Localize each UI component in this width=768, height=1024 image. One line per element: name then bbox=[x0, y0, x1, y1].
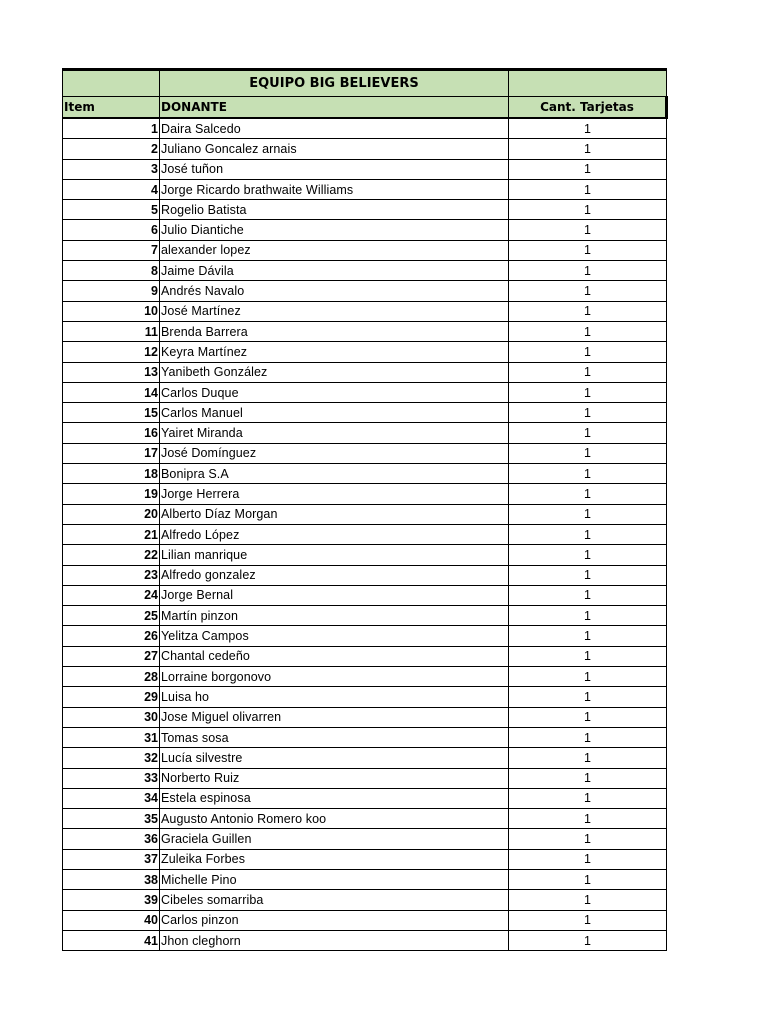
card-quantity-cell[interactable]: 1 bbox=[509, 281, 667, 301]
table-row bbox=[63, 139, 667, 159]
card-quantity-cell[interactable]: 1 bbox=[509, 809, 667, 829]
donor-name-cell[interactable]: Estela espinosa bbox=[160, 788, 509, 808]
item-number-cell[interactable]: 38 bbox=[63, 869, 160, 889]
donor-name-cell[interactable]: Keyra Martínez bbox=[160, 342, 509, 362]
donor-name-cell[interactable]: Graciela Guillen bbox=[160, 829, 509, 849]
card-quantity-cell[interactable]: 1 bbox=[509, 159, 667, 179]
table-row bbox=[63, 545, 667, 565]
card-quantity-cell[interactable]: 1 bbox=[509, 707, 667, 727]
donor-name-cell[interactable]: alexander lopez bbox=[160, 240, 509, 260]
donor-name-cell[interactable]: Jaime Dávila bbox=[160, 261, 509, 281]
donor-name-cell[interactable]: Yelitza Campos bbox=[160, 626, 509, 646]
donor-name-cell[interactable]: Zuleika Forbes bbox=[160, 849, 509, 869]
card-quantity-cell[interactable]: 1 bbox=[509, 667, 667, 687]
donor-name-cell[interactable]: Alberto Díaz Morgan bbox=[160, 504, 509, 524]
card-quantity-cell[interactable]: 1 bbox=[509, 443, 667, 463]
title-row bbox=[63, 70, 667, 97]
table-row bbox=[63, 159, 667, 179]
table-row bbox=[63, 727, 667, 747]
card-quantity-cell[interactable]: 1 bbox=[509, 220, 667, 240]
card-quantity-cell[interactable]: 1 bbox=[509, 545, 667, 565]
title-cell-empty-right[interactable] bbox=[509, 70, 667, 97]
donor-name-cell[interactable]: José Martínez bbox=[160, 301, 509, 321]
item-number-cell[interactable]: 5 bbox=[63, 200, 160, 220]
donor-name-cell[interactable]: Chantal cedeño bbox=[160, 646, 509, 666]
item-number-cell[interactable]: 2 bbox=[63, 139, 160, 159]
item-number-cell[interactable]: 7 bbox=[63, 240, 160, 260]
item-number-cell[interactable]: 9 bbox=[63, 281, 160, 301]
card-quantity-cell[interactable]: 1 bbox=[509, 118, 667, 139]
donor-name-cell[interactable]: Bonipra S.A bbox=[160, 464, 509, 484]
card-quantity-cell[interactable]: 1 bbox=[509, 200, 667, 220]
card-quantity-cell[interactable]: 1 bbox=[509, 139, 667, 159]
card-quantity-cell[interactable]: 1 bbox=[509, 768, 667, 788]
item-number-cell[interactable]: 23 bbox=[63, 565, 160, 585]
donor-name-cell[interactable]: Yanibeth González bbox=[160, 362, 509, 382]
table-row bbox=[63, 849, 667, 869]
card-quantity-cell[interactable]: 1 bbox=[509, 829, 667, 849]
donor-table bbox=[62, 68, 668, 951]
card-quantity-cell[interactable]: 1 bbox=[509, 890, 667, 910]
card-quantity-cell[interactable]: 1 bbox=[509, 464, 667, 484]
table-row bbox=[63, 869, 667, 889]
table-row bbox=[63, 524, 667, 544]
table-row bbox=[63, 809, 667, 829]
table-row bbox=[63, 342, 667, 362]
donor-name-cell[interactable]: Yairet Miranda bbox=[160, 423, 509, 443]
table-row bbox=[63, 281, 667, 301]
item-number-cell[interactable]: 11 bbox=[63, 321, 160, 341]
donor-name-cell[interactable]: Jose Miguel olivarren bbox=[160, 707, 509, 727]
table-row bbox=[63, 382, 667, 402]
table-row bbox=[63, 910, 667, 930]
table-row bbox=[63, 423, 667, 443]
card-quantity-cell[interactable]: 1 bbox=[509, 240, 667, 260]
item-number-cell[interactable]: 1 bbox=[63, 118, 160, 139]
item-number-cell[interactable]: 10 bbox=[63, 301, 160, 321]
card-quantity-cell[interactable]: 1 bbox=[509, 849, 667, 869]
item-number-cell[interactable]: 12 bbox=[63, 342, 160, 362]
card-quantity-cell[interactable]: 1 bbox=[509, 788, 667, 808]
item-number-cell[interactable]: 35 bbox=[63, 809, 160, 829]
donor-name-cell[interactable]: Cibeles somarriba bbox=[160, 890, 509, 910]
table-row bbox=[63, 606, 667, 626]
card-quantity-cell[interactable]: 1 bbox=[509, 930, 667, 950]
header-item[interactable]: Item bbox=[63, 97, 160, 119]
item-number-cell[interactable]: 27 bbox=[63, 646, 160, 666]
card-quantity-cell[interactable]: 1 bbox=[509, 342, 667, 362]
item-number-cell[interactable]: 40 bbox=[63, 910, 160, 930]
card-quantity-cell[interactable]: 1 bbox=[509, 869, 667, 889]
table-row bbox=[63, 200, 667, 220]
table-row bbox=[63, 504, 667, 524]
table-row bbox=[63, 707, 667, 727]
item-number-cell[interactable]: 8 bbox=[63, 261, 160, 281]
donor-name-cell[interactable]: Jorge Ricardo brathwaite Williams bbox=[160, 179, 509, 199]
table-row bbox=[63, 829, 667, 849]
card-quantity-cell[interactable]: 1 bbox=[509, 524, 667, 544]
item-number-cell[interactable]: 39 bbox=[63, 890, 160, 910]
donor-name-cell[interactable]: José Domínguez bbox=[160, 443, 509, 463]
table-row bbox=[63, 788, 667, 808]
donor-name-cell[interactable]: Lucía silvestre bbox=[160, 748, 509, 768]
donor-name-cell[interactable]: Carlos pinzon bbox=[160, 910, 509, 930]
donor-name-cell[interactable]: José tuñon bbox=[160, 159, 509, 179]
donor-name-cell[interactable]: Alfredo gonzalez bbox=[160, 565, 509, 585]
table-row bbox=[63, 240, 667, 260]
card-quantity-cell[interactable]: 1 bbox=[509, 585, 667, 605]
table-row bbox=[63, 362, 667, 382]
item-number-cell[interactable]: 15 bbox=[63, 403, 160, 423]
item-number-cell[interactable]: 24 bbox=[63, 585, 160, 605]
card-quantity-cell[interactable]: 1 bbox=[509, 687, 667, 707]
item-number-cell[interactable]: 3 bbox=[63, 159, 160, 179]
header-row bbox=[63, 97, 667, 119]
table-row bbox=[63, 261, 667, 281]
donor-name-cell[interactable]: Tomas sosa bbox=[160, 727, 509, 747]
donor-name-cell[interactable]: Lorraine borgonovo bbox=[160, 667, 509, 687]
card-quantity-cell[interactable]: 1 bbox=[509, 484, 667, 504]
item-number-cell[interactable]: 33 bbox=[63, 768, 160, 788]
item-number-cell[interactable]: 19 bbox=[63, 484, 160, 504]
table-row bbox=[63, 687, 667, 707]
donor-name-cell[interactable]: Lilian manrique bbox=[160, 545, 509, 565]
table-row bbox=[63, 930, 667, 950]
table-row bbox=[63, 179, 667, 199]
table-row bbox=[63, 768, 667, 788]
card-quantity-cell[interactable]: 1 bbox=[509, 748, 667, 768]
table-row bbox=[63, 118, 667, 139]
card-quantity-cell[interactable]: 1 bbox=[509, 261, 667, 281]
table-row bbox=[63, 403, 667, 423]
table-row bbox=[63, 464, 667, 484]
donor-name-cell[interactable]: Alfredo López bbox=[160, 524, 509, 544]
table-row bbox=[63, 443, 667, 463]
donor-name-cell[interactable]: Carlos Duque bbox=[160, 382, 509, 402]
card-quantity-cell[interactable]: 1 bbox=[509, 727, 667, 747]
item-number-cell[interactable]: 25 bbox=[63, 606, 160, 626]
donor-name-cell[interactable]: Julio Diantiche bbox=[160, 220, 509, 240]
header-cards[interactable]: Cant. Tarjetas bbox=[509, 97, 667, 119]
card-quantity-cell[interactable]: 1 bbox=[509, 179, 667, 199]
table-row bbox=[63, 646, 667, 666]
donor-name-cell[interactable]: Brenda Barrera bbox=[160, 321, 509, 341]
sheet-title[interactable]: EQUIPO BIG BELIEVERS bbox=[160, 70, 509, 97]
donor-name-cell[interactable]: Andrés Navalo bbox=[160, 281, 509, 301]
item-number-cell[interactable]: 4 bbox=[63, 179, 160, 199]
item-number-cell[interactable]: 34 bbox=[63, 788, 160, 808]
item-number-cell[interactable]: 22 bbox=[63, 545, 160, 565]
card-quantity-cell[interactable]: 1 bbox=[509, 321, 667, 341]
item-number-cell[interactable]: 41 bbox=[63, 930, 160, 950]
card-quantity-cell[interactable]: 1 bbox=[509, 504, 667, 524]
item-number-cell[interactable]: 32 bbox=[63, 748, 160, 768]
title-cell-empty-left[interactable] bbox=[63, 70, 160, 97]
card-quantity-cell[interactable]: 1 bbox=[509, 382, 667, 402]
item-number-cell[interactable]: 16 bbox=[63, 423, 160, 443]
donor-name-cell[interactable]: Jorge Bernal bbox=[160, 585, 509, 605]
item-number-cell[interactable]: 13 bbox=[63, 362, 160, 382]
header-donor[interactable]: DONANTE bbox=[160, 97, 509, 119]
card-quantity-cell[interactable]: 1 bbox=[509, 646, 667, 666]
donor-name-cell[interactable]: Martín pinzon bbox=[160, 606, 509, 626]
item-number-cell[interactable]: 36 bbox=[63, 829, 160, 849]
card-quantity-cell[interactable]: 1 bbox=[509, 565, 667, 585]
table-row bbox=[63, 565, 667, 585]
item-number-cell[interactable]: 17 bbox=[63, 443, 160, 463]
table-row bbox=[63, 321, 667, 341]
table-row bbox=[63, 484, 667, 504]
donor-name-cell[interactable]: Jhon cleghorn bbox=[160, 930, 509, 950]
card-quantity-cell[interactable]: 1 bbox=[509, 362, 667, 382]
donor-table-body bbox=[63, 70, 667, 951]
item-number-cell[interactable]: 30 bbox=[63, 707, 160, 727]
card-quantity-cell[interactable]: 1 bbox=[509, 301, 667, 321]
item-number-cell[interactable]: 26 bbox=[63, 626, 160, 646]
donor-name-cell[interactable]: Daira Salcedo bbox=[160, 118, 509, 139]
card-quantity-cell[interactable]: 1 bbox=[509, 606, 667, 626]
item-number-cell[interactable]: 28 bbox=[63, 667, 160, 687]
donor-name-cell[interactable]: Rogelio Batista bbox=[160, 200, 509, 220]
donor-name-cell[interactable]: Luisa ho bbox=[160, 687, 509, 707]
item-number-cell[interactable]: 18 bbox=[63, 464, 160, 484]
donor-name-cell[interactable]: Juliano Goncalez arnais bbox=[160, 139, 509, 159]
card-quantity-cell[interactable]: 1 bbox=[509, 403, 667, 423]
item-number-cell[interactable]: 29 bbox=[63, 687, 160, 707]
donor-name-cell[interactable]: Jorge Herrera bbox=[160, 484, 509, 504]
table-row bbox=[63, 220, 667, 240]
table-row bbox=[63, 626, 667, 646]
item-number-cell[interactable]: 37 bbox=[63, 849, 160, 869]
item-number-cell[interactable]: 20 bbox=[63, 504, 160, 524]
table-row bbox=[63, 301, 667, 321]
item-number-cell[interactable]: 31 bbox=[63, 727, 160, 747]
card-quantity-cell[interactable]: 1 bbox=[509, 423, 667, 443]
item-number-cell[interactable]: 6 bbox=[63, 220, 160, 240]
table-row bbox=[63, 585, 667, 605]
card-quantity-cell[interactable]: 1 bbox=[509, 910, 667, 930]
donor-name-cell[interactable]: Michelle Pino bbox=[160, 869, 509, 889]
donor-name-cell[interactable]: Augusto Antonio Romero koo bbox=[160, 809, 509, 829]
card-quantity-cell[interactable]: 1 bbox=[509, 626, 667, 646]
table-row bbox=[63, 890, 667, 910]
donor-name-cell[interactable]: Norberto Ruiz bbox=[160, 768, 509, 788]
table-row bbox=[63, 667, 667, 687]
donor-name-cell[interactable]: Carlos Manuel bbox=[160, 403, 509, 423]
table-row bbox=[63, 748, 667, 768]
item-number-cell[interactable]: 21 bbox=[63, 524, 160, 544]
item-number-cell[interactable]: 14 bbox=[63, 382, 160, 402]
